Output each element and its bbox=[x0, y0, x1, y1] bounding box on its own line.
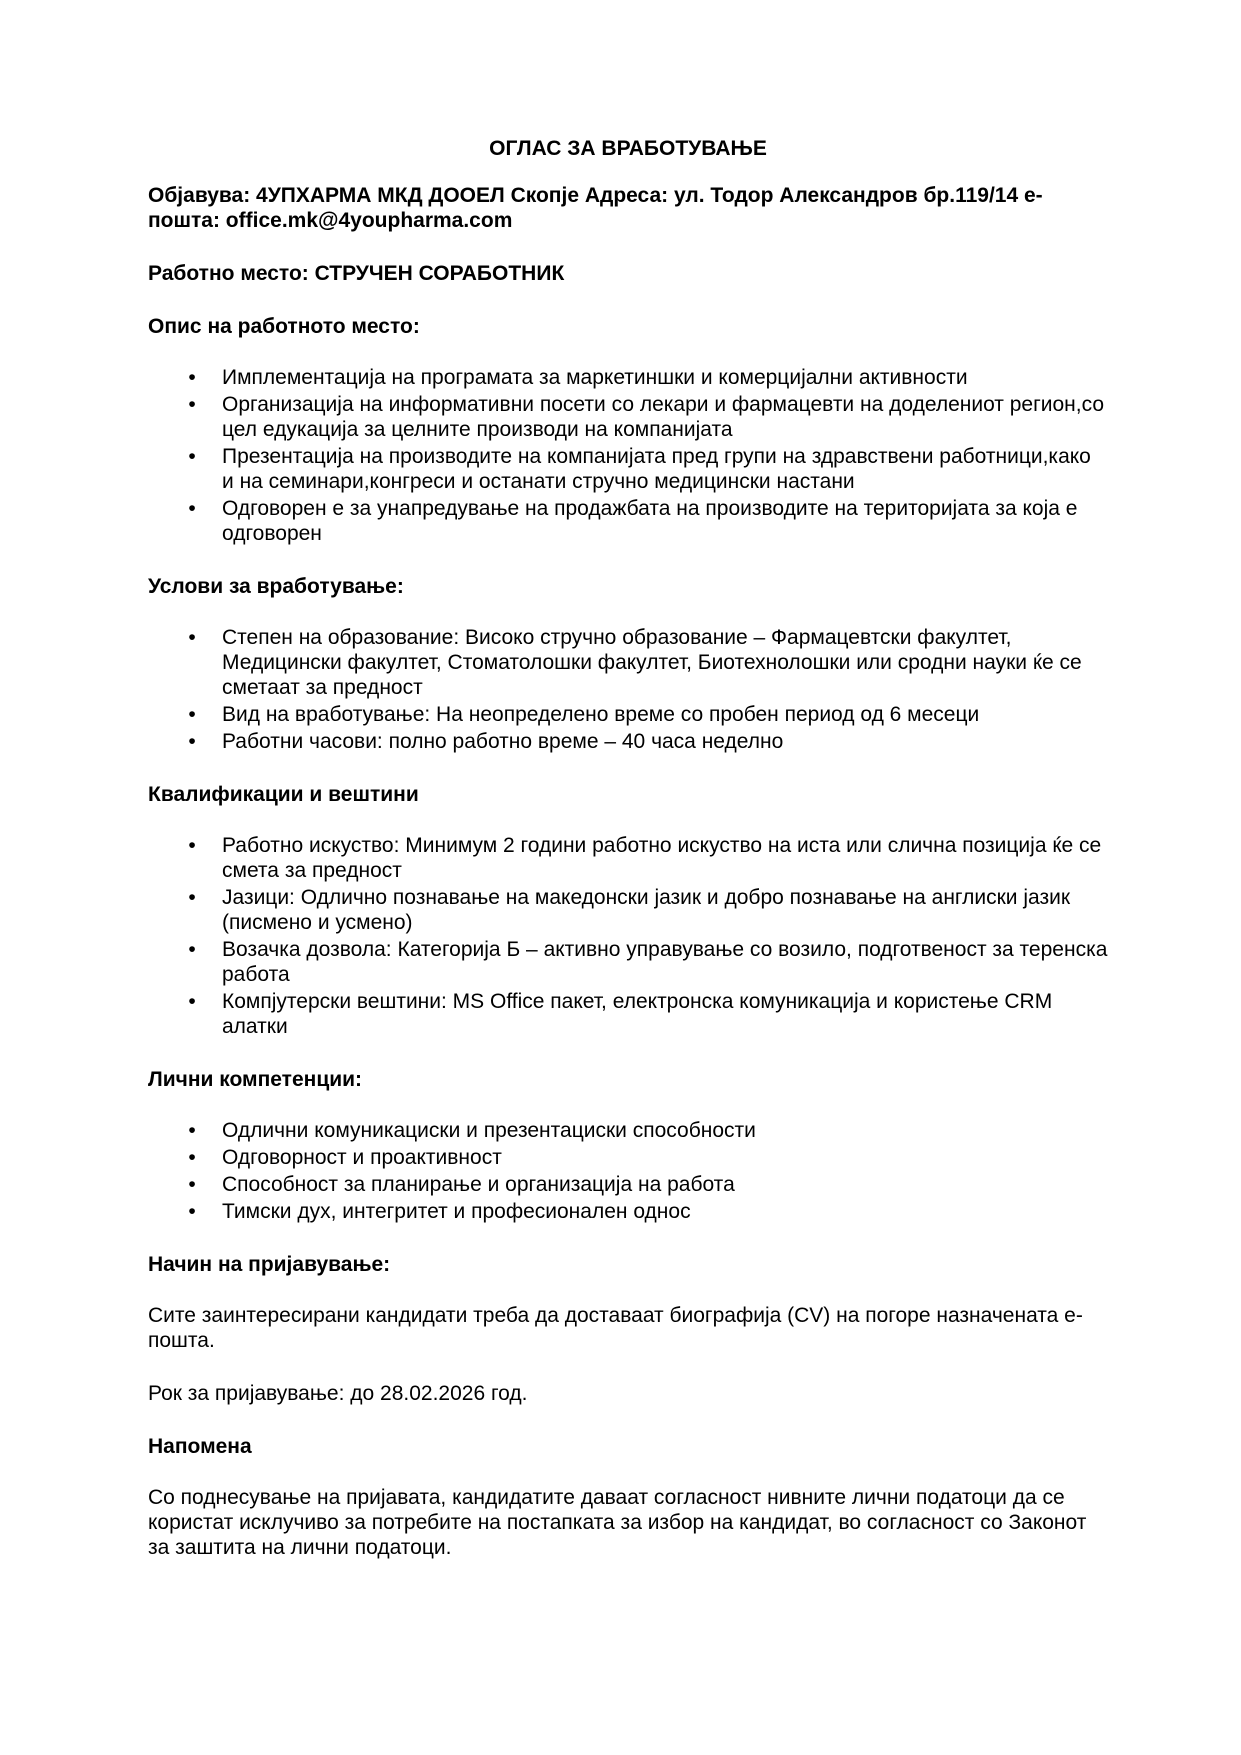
list-item bbox=[188, 833, 1108, 883]
publisher-line: Објавува: 4УПХАРМА МКД ДООЕЛ Скопје Адреса: ул. Тодор Александров бр.119/14 е-пошта: office.mk@4youpharma.com bbox=[148, 184, 1043, 232]
bullet-icon: • bbox=[188, 703, 196, 726]
list-item bbox=[188, 392, 1108, 442]
list-item bbox=[188, 625, 1108, 700]
bullet-icon: • bbox=[188, 834, 196, 857]
bullet-icon: • bbox=[188, 393, 196, 416]
bullet-icon: • bbox=[188, 1173, 196, 1196]
list-item bbox=[188, 1145, 1108, 1170]
bullet-icon: • bbox=[188, 626, 196, 649]
list-item-text: Вид на вработување: На неопределено време со пробен период од 6 месеци bbox=[222, 703, 980, 726]
section-heading: Опис на работното место: bbox=[148, 315, 420, 338]
list-item bbox=[188, 729, 1108, 754]
list-item-text: Тимски дух, интегритет и професионален однос bbox=[222, 1200, 691, 1223]
list-item-text: Одговорност и проактивност bbox=[222, 1146, 502, 1169]
list-item bbox=[188, 1199, 1108, 1224]
list-item bbox=[188, 1172, 1108, 1197]
note-text: Со поднесување на пријавата, кандидатите даваат согласност нивните лични податоци да се користат исклучиво за потребите на постапката за избор на кандидат, во согласност со Законот за заштита на лични податоци. bbox=[148, 1486, 1087, 1559]
position-line: Работно место: СТРУЧЕН СОРАБОТНИК bbox=[148, 262, 565, 285]
bullet-list bbox=[148, 1118, 1108, 1224]
list-item-text: Работни часови: полно работно време – 40 часа неделно bbox=[222, 730, 784, 753]
document-title: ОГЛАС ЗА ВРАБОТУВАЊЕ bbox=[489, 137, 767, 160]
bullet-icon: • bbox=[188, 1200, 196, 1223]
list-item bbox=[188, 989, 1108, 1039]
application-heading: Начин на пријавување: bbox=[148, 1253, 391, 1276]
list-item bbox=[188, 365, 1108, 390]
list-item bbox=[188, 444, 1108, 494]
list-item-text: Имплементација на програмата за маркетиншки и комерцијални активности bbox=[222, 366, 968, 389]
list-item-text: Презентација на производите на компанијата пред групи на здравствени работници,како и на семинари,конгреси и останати стручно медицински настани bbox=[222, 445, 1091, 493]
bullet-list bbox=[148, 365, 1108, 546]
list-item bbox=[188, 702, 1108, 727]
note-heading: Напомена bbox=[148, 1435, 252, 1458]
list-item bbox=[188, 937, 1108, 987]
bullet-icon: • bbox=[188, 497, 196, 520]
list-item-text: Компјутерски вештини: MS Office пакет, електронска комуникација и користење CRM алатки bbox=[222, 990, 1053, 1038]
list-item-text: Степен на образование: Високо стручно образование – Фармацевтски факултет, Медицински факултет, Стоматолошки факултет, Биотехнолошки или сродни науки ќе се сметаат за предност bbox=[222, 626, 1082, 699]
bullet-icon: • bbox=[188, 1119, 196, 1142]
list-item-text: Јазици: Одлично познавање на македонски јазик и добро познавање на англиски јазик (писмено и усмено) bbox=[222, 886, 1071, 934]
bullet-list bbox=[148, 833, 1108, 1039]
document-page bbox=[148, 136, 1108, 1560]
application-deadline: Рок за пријавување: до 28.02.2026 год. bbox=[148, 1382, 528, 1405]
application-text: Сите заинтересирани кандидати треба да доставаат биографија (CV) на погоре назначената е- пошта. bbox=[148, 1304, 1083, 1352]
list-item-text: Одговорен е за унапредување на продажбата на производите на територијата за која е одговорен bbox=[222, 497, 1078, 545]
bullet-icon: • bbox=[188, 990, 196, 1013]
bullet-icon: • bbox=[188, 1146, 196, 1169]
list-item-text: Возачка дозвола: Категорија Б – активно управување со возило, подготвеност за теренска работа bbox=[222, 938, 1108, 986]
section-heading: Лични компетенции: bbox=[148, 1068, 363, 1091]
list-item-text: Работно искуство: Минимум 2 години работно искуство на иста или слична позиција ќе се смета за предност bbox=[222, 834, 1102, 882]
list-item-text: Одлични комуникациски и презентациски способности bbox=[222, 1119, 756, 1142]
list-item-text: Способност за планирање и организација на работа bbox=[222, 1173, 735, 1196]
section-heading: Квалификации и вештини bbox=[148, 783, 419, 806]
list-item bbox=[188, 1118, 1108, 1143]
bullet-icon: • bbox=[188, 730, 196, 753]
list-item bbox=[188, 885, 1108, 935]
bullet-icon: • bbox=[188, 938, 196, 961]
bullet-list bbox=[148, 625, 1108, 754]
sections-container bbox=[148, 314, 1108, 1224]
bullet-icon: • bbox=[188, 886, 196, 909]
section-heading: Услови за вработување: bbox=[148, 575, 404, 598]
list-item bbox=[188, 496, 1108, 546]
bullet-icon: • bbox=[188, 445, 196, 468]
list-item-text: Организација на информативни посети со лекари и фармацевти на доделениот регион,со цел едукација за целните производи на компанијата bbox=[222, 393, 1105, 441]
bullet-icon: • bbox=[188, 366, 196, 389]
